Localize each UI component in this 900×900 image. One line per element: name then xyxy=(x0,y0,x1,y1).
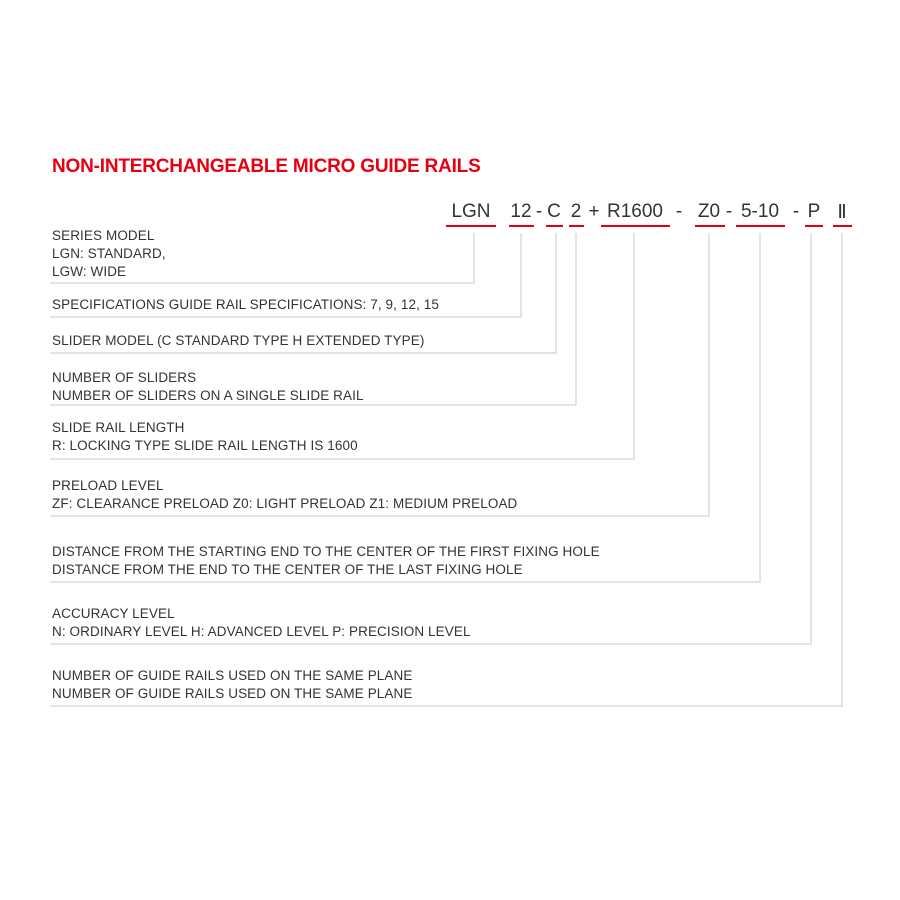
code-dash: - xyxy=(725,201,733,222)
code-hole-distance: 5-10 xyxy=(740,201,780,222)
diagram-title: NON-INTERCHANGEABLE MICRO GUIDE RAILS xyxy=(52,156,481,177)
code-rail-length: R1600 xyxy=(607,201,663,222)
code-dash: - xyxy=(675,201,683,222)
item-rail-spec: SPECIFICATIONS GUIDE RAIL SPECIFICATIONS: 7, 9, 12, 15 xyxy=(52,297,439,312)
code-rail-spec: 12 xyxy=(510,201,532,222)
item-rail-count: NUMBER OF GUIDE RAILS USED ON THE SAME PLANE NUMBER OF GUIDE RAILS USED ON THE SAME PLANE xyxy=(52,668,413,701)
code-slider-model: C xyxy=(547,201,561,222)
code-slider-count: 2 xyxy=(570,201,582,222)
item-preload-level: PRELOAD LEVEL ZF: CLEARANCE PRELOAD Z0: LIGHT PRELOAD Z1: MEDIUM PRELOAD xyxy=(52,478,518,511)
code-accuracy: P xyxy=(807,201,821,222)
leader-hole-distance xyxy=(50,233,760,582)
item-slider-count: NUMBER OF SLIDERS NUMBER OF SLIDERS ON A SINGLE SLIDE RAIL xyxy=(52,370,364,403)
item-hole-distance: DISTANCE FROM THE STARTING END TO THE CENTER OF THE FIRST FIXING HOLE DISTANCE FROM THE END TO THE CENTER OF THE LAST FIXING HOLE xyxy=(52,544,600,577)
item-series-model: SERIES MODEL LGN: STANDARD, LGW: WIDE xyxy=(52,228,166,279)
code-plus: + xyxy=(588,201,600,222)
code-rail-count: Ⅱ xyxy=(837,202,847,223)
code-preload: Z0 xyxy=(697,201,721,222)
code-dash: - xyxy=(792,201,800,222)
item-rail-length: SLIDE RAIL LENGTH R: LOCKING TYPE SLIDE RAIL LENGTH IS 1600 xyxy=(52,420,358,453)
item-slider-model: SLIDER MODEL (C STANDARD TYPE H EXTENDED TYPE) xyxy=(52,333,425,348)
code-dash: - xyxy=(535,201,543,222)
item-accuracy-level: ACCURACY LEVEL N: ORDINARY LEVEL H: ADVANCED LEVEL P: PRECISION LEVEL xyxy=(52,606,471,639)
code-series: LGN xyxy=(451,201,491,222)
